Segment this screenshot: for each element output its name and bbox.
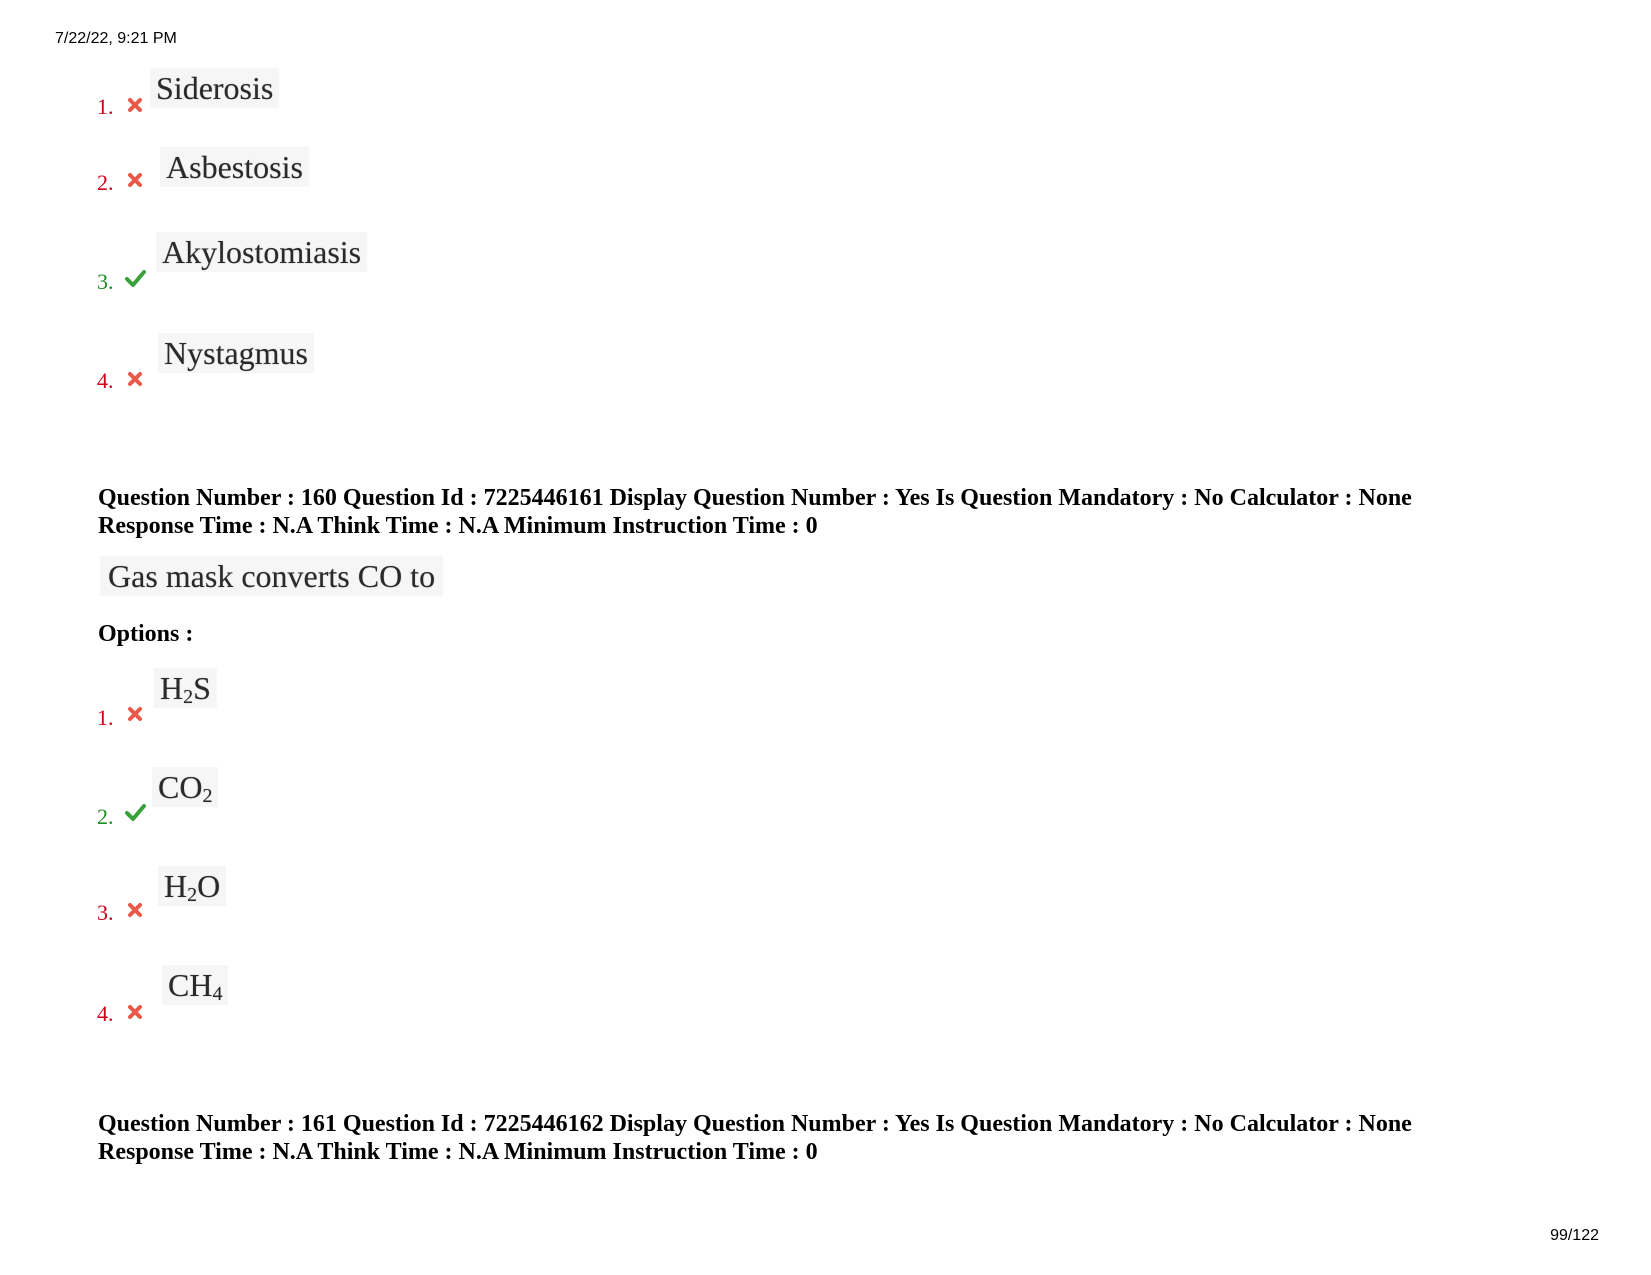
option-number: 4. xyxy=(97,1001,114,1026)
option-number: 3. xyxy=(97,269,114,294)
cross-icon xyxy=(124,1001,146,1023)
question-meta xyxy=(98,1110,1598,1166)
option-formula: $CO_2$ xyxy=(152,767,218,807)
question-meta-line: Question Number : 160 Question Id : 7225446161 Display Question Number : Yes Is Question Mandatory : No Calculator : None xyxy=(98,485,1412,511)
check-icon xyxy=(124,267,146,289)
option-formula: $H_2O$ xyxy=(158,866,226,906)
option-text: Asbestosis xyxy=(160,147,309,187)
cross-icon xyxy=(124,94,146,116)
options-label: Options : xyxy=(98,621,194,647)
question-meta-line: Response Time : N.A Think Time : N.A Minimum Instruction Time : 0 xyxy=(98,1139,818,1165)
option-number: 3. xyxy=(97,900,114,925)
option-text: Siderosis xyxy=(150,68,279,108)
question-text: Gas mask converts CO to xyxy=(100,556,443,596)
question-meta xyxy=(98,484,1598,540)
cross-icon xyxy=(124,169,146,191)
option-number: 1. xyxy=(97,705,114,730)
option-number: 4. xyxy=(97,368,114,393)
question-meta-line: Question Number : 161 Question Id : 7225446162 Display Question Number : Yes Is Question Mandatory : No Calculator : None xyxy=(98,1111,1412,1137)
option-formula: $CH_4$ xyxy=(162,965,228,1005)
option-number: 1. xyxy=(97,94,114,119)
cross-icon xyxy=(124,899,146,921)
option-number: 2. xyxy=(97,804,114,829)
cross-icon xyxy=(124,703,146,725)
option-formula: $H_2S$ xyxy=(154,668,217,708)
option-text: Nystagmus xyxy=(158,333,314,373)
check-icon xyxy=(124,801,146,823)
print-timestamp: 7/22/22, 9:21 PM xyxy=(55,30,177,47)
page-number: 99/122 xyxy=(1550,1227,1599,1244)
option-number: 2. xyxy=(97,170,114,195)
option-text: Akylostomiasis xyxy=(156,232,367,272)
question-meta-line: Response Time : N.A Think Time : N.A Minimum Instruction Time : 0 xyxy=(98,513,818,539)
cross-icon xyxy=(124,368,146,390)
